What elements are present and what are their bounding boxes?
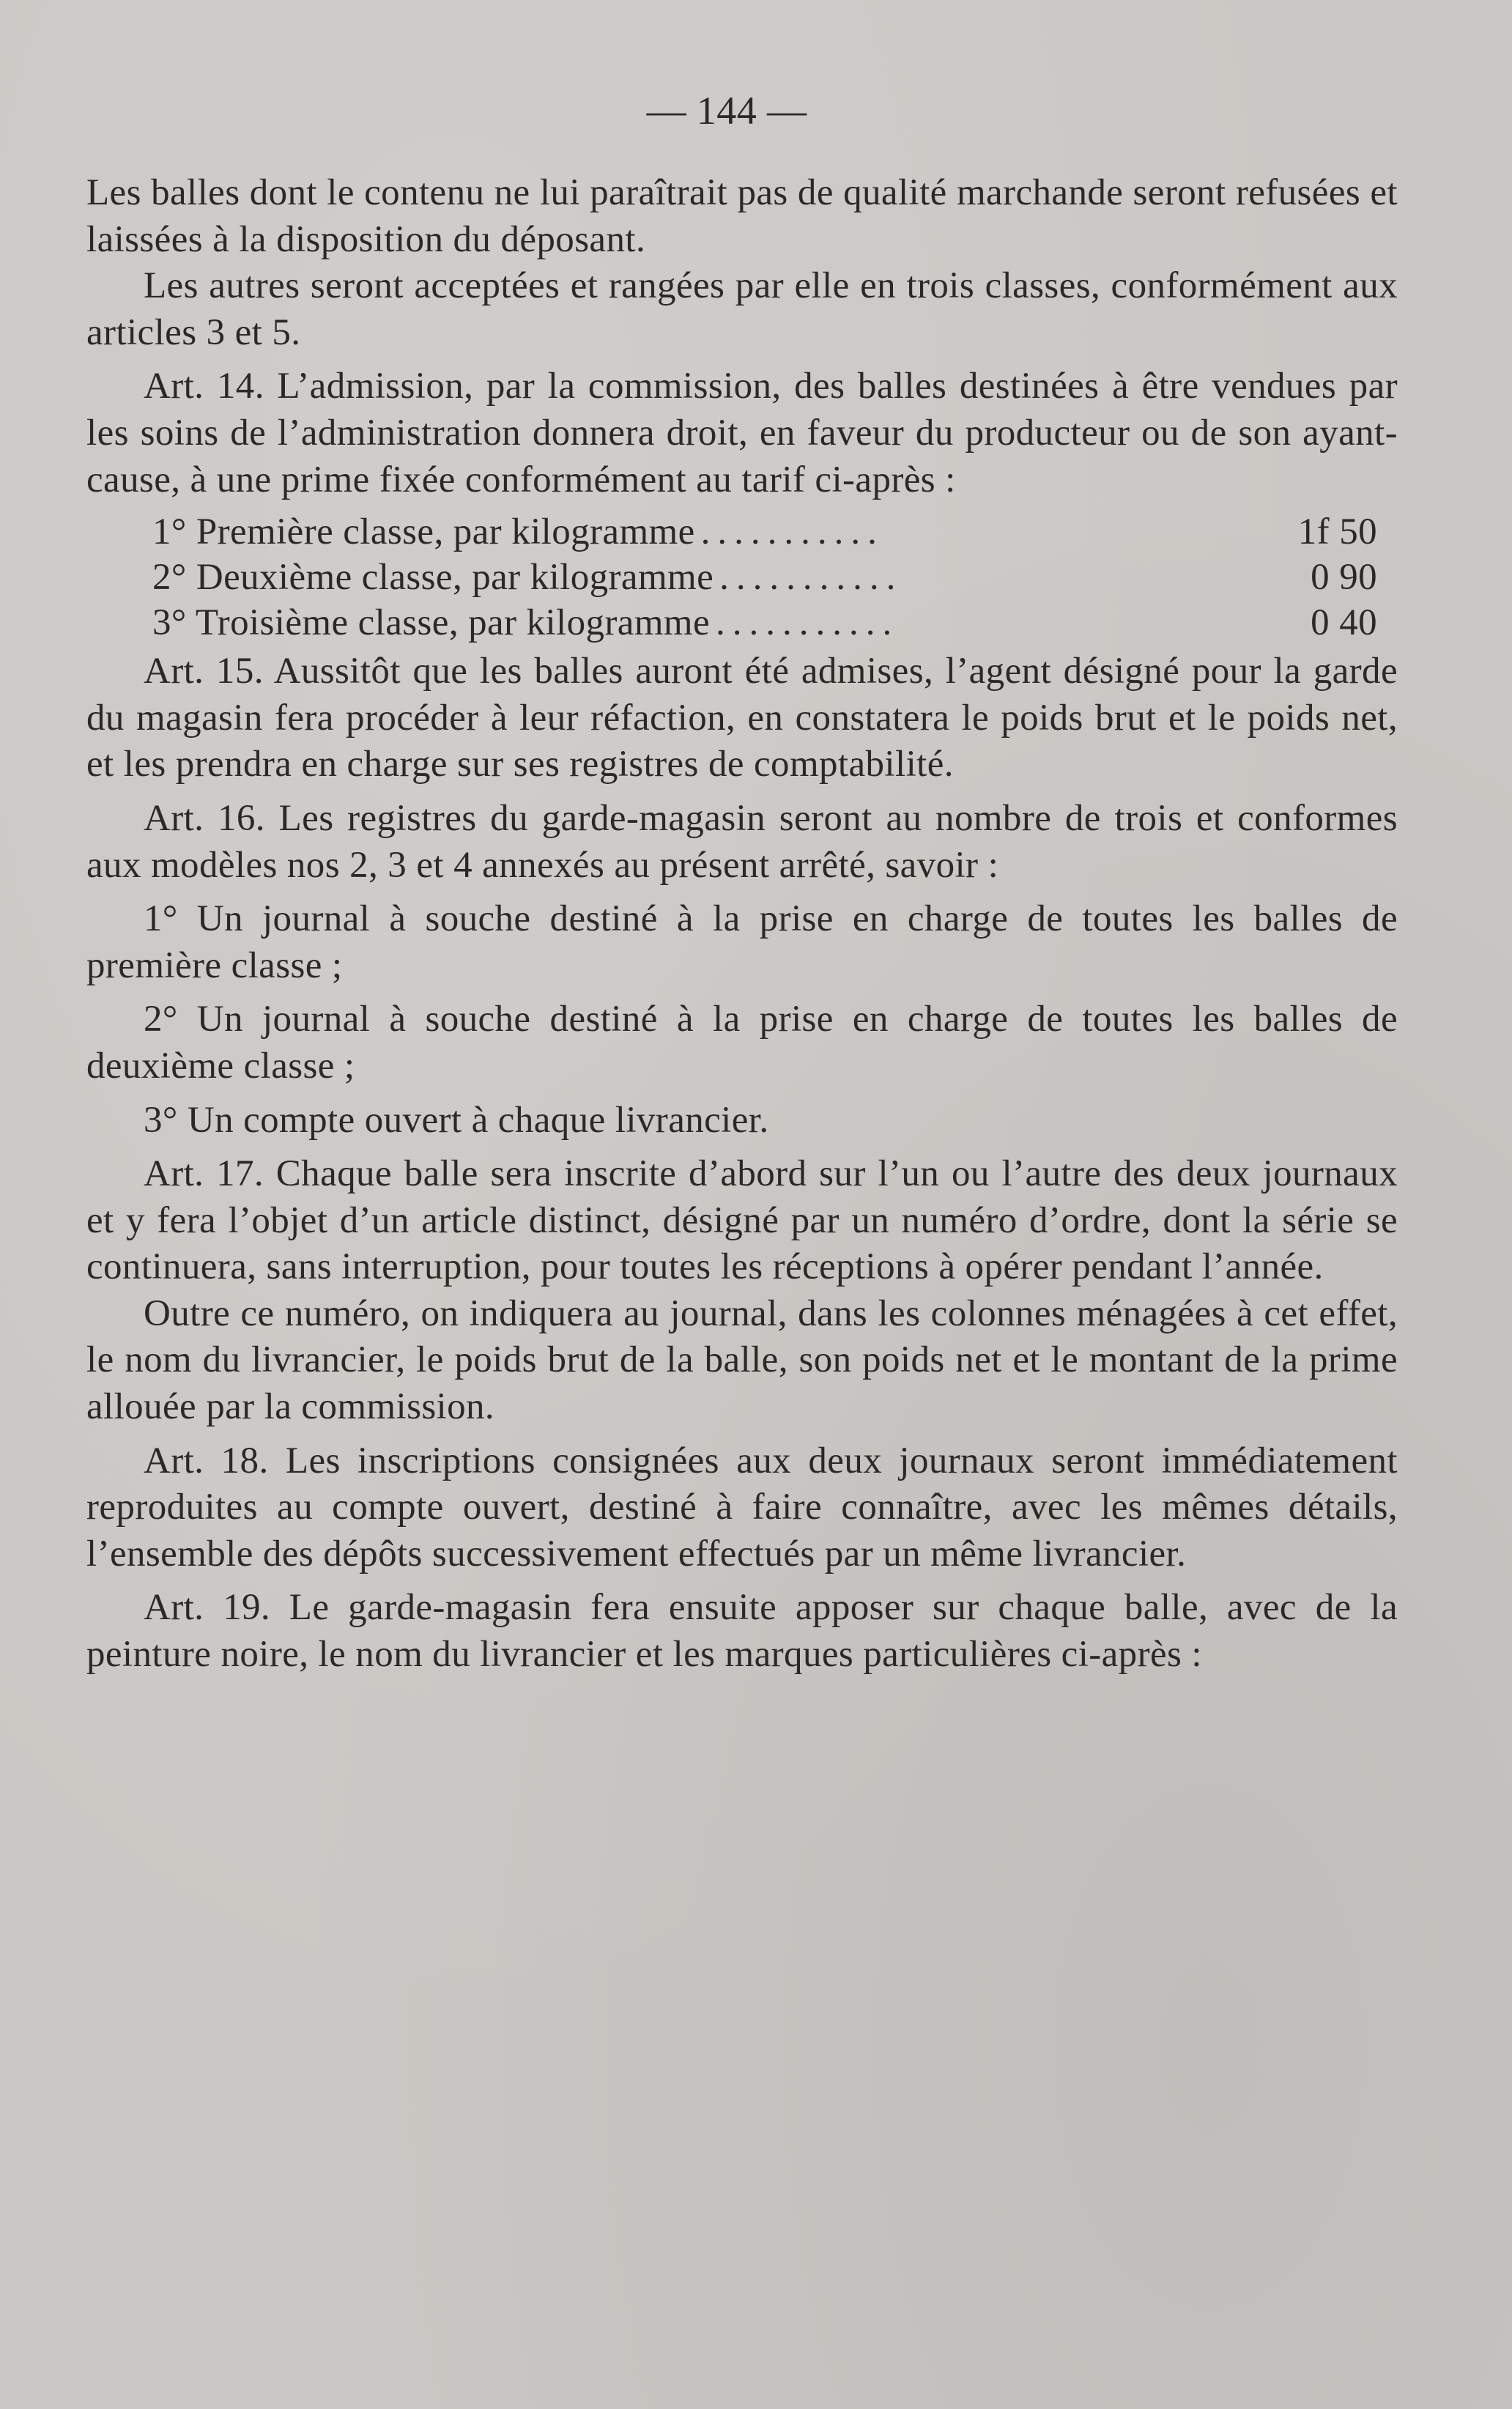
- article-17: Art. 17. Chaque balle sera inscrite d’abord sur l’un ou l’autre des deux journaux et y fera l’objet d’un article distinct, désigné par un numéro d’ordre, dont la série se continuera, sans interruption, pour toutes les réceptions à opérer pendant l’année.: [86, 1153, 1398, 1288]
- article-16: Art. 16. Les registres du garde-magasin seront au nombre de trois et conformes aux modèles nos 2, 3 et 4 annexés au présent arrêté, savoir :: [86, 797, 1398, 886]
- article-19: Art. 19. Le garde-magasin fera ensuite apposer sur chaque balle, avec de la peinture noire, le nom du livrancier et les marques particulières ci-après :: [86, 1587, 1398, 1676]
- page-number: — 144 —: [646, 89, 807, 133]
- tariff-label: 3° Troisième classe, par kilogramme: [152, 602, 711, 644]
- tariff-leader-dots: ...........: [719, 557, 903, 599]
- register-item-account: 3° Un compte ouvert à chaque livrancier.: [144, 1099, 769, 1141]
- page-body: [86, 170, 1398, 1679]
- paragraph-journal-columns: Outre ce numéro, on indiquera au journal, dans les colonnes ménagées à cet effet, le nom du livrancier, le poids brut de la balle, son poids net et le montant de la prime allouée par la commission.: [86, 1292, 1398, 1428]
- tariff-leader-dots: ...........: [716, 602, 900, 644]
- tariff-row-second-class: [86, 555, 1398, 600]
- article-18: Art. 18. Les inscriptions consignées aux deux journaux seront immédiatement reproduites au compte ouvert, destiné à faire connaître, avec les mêmes détails, l’ensemble des dépôts successivement effectués par un même livrancier.: [86, 1440, 1398, 1574]
- article-15: Art. 15. Aussitôt que les balles auront été admises, l’agent désigné pour la garde du magasin fera procéder à leur réfaction, en constatera le poids brut et le poids net, et les prendra en charge sur ses registres de comptabilité.: [86, 651, 1398, 785]
- register-item-first-class: 1° Un journal à souche destiné à la prise en charge de toutes les balles de première classe ;: [86, 898, 1398, 986]
- register-item-second-class: 2° Un journal à souche destiné à la prise en charge de toutes les balles de deuxième classe ;: [86, 999, 1398, 1087]
- tariff-amount: 0 90: [1311, 557, 1377, 599]
- tariff-row-third-class: [86, 600, 1398, 645]
- article-14: Art. 14. L’admission, par la commission, des balles destinées à être vendues par les soins de l’administration donnera droit, en faveur du producteur ou de son ayant-cause, à une prime fixée conformément au tarif ci-après :: [86, 366, 1398, 500]
- paragraph-accepted-bales: Les autres seront acceptées et rangées par elle en trois classes, conformément aux articles 3 et 5.: [86, 265, 1398, 353]
- tariff-amount: 1f 50: [1297, 511, 1377, 553]
- tariff-amount: 0 40: [1311, 602, 1377, 644]
- tariff-leader-dots: ...........: [700, 511, 884, 553]
- tariff-table: [86, 509, 1398, 645]
- paragraph-refused-bales: Les balles dont le contenu ne lui paraîtrait pas de qualité marchande seront refusées et laissées à la disposition du déposant.: [86, 172, 1398, 260]
- tariff-label: 1° Première classe, par kilogramme: [152, 511, 695, 553]
- tariff-row-first-class: [86, 509, 1398, 555]
- tariff-label: 2° Deuxième classe, par kilogramme: [152, 557, 714, 599]
